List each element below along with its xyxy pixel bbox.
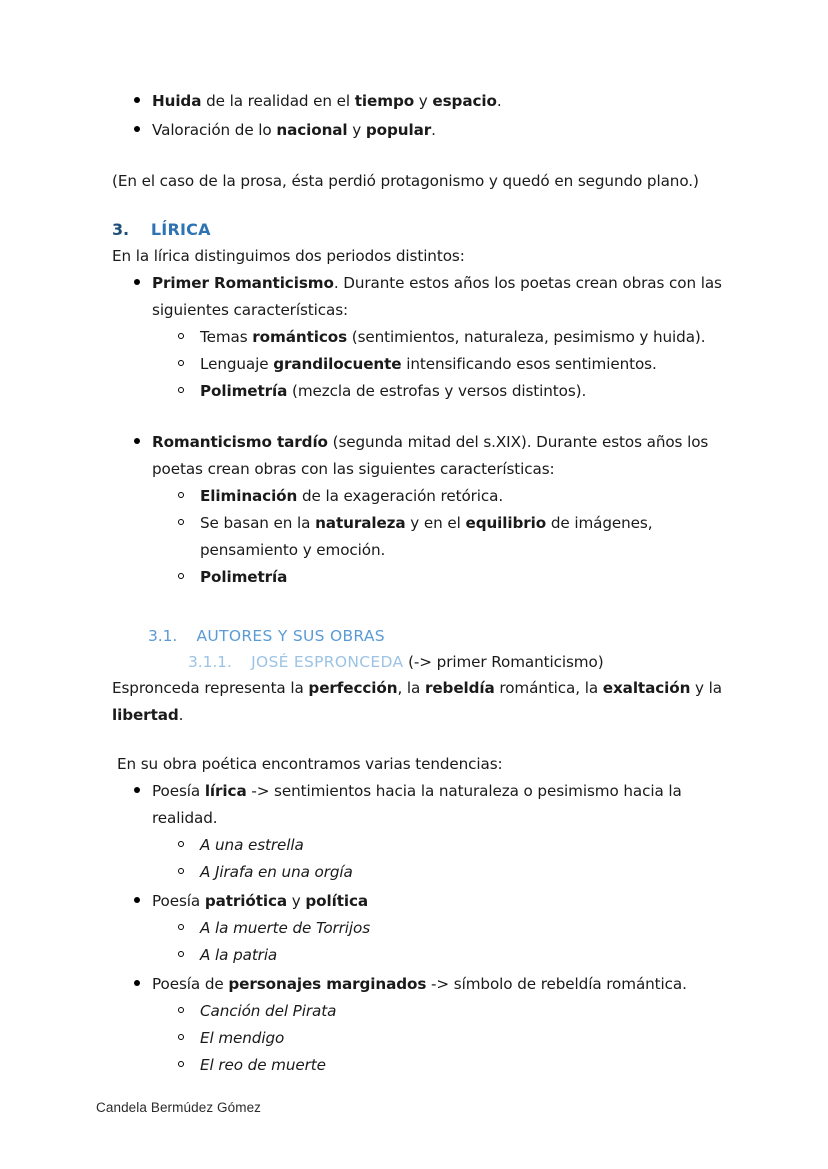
- heading-lirica: [112, 217, 732, 243]
- plain-text: Poesía de: [152, 975, 229, 993]
- list-item-text: [200, 355, 657, 373]
- emphasis-text: equilibrio: [465, 514, 547, 532]
- heading-autores-text: AUTORES Y SUS OBRAS: [196, 627, 385, 645]
- list-item: [152, 351, 732, 378]
- tendencias-list: [112, 778, 732, 1079]
- plain-text: Espronceda representa la: [112, 679, 309, 697]
- romanticismo-tardio-block: [112, 429, 732, 591]
- work-title: El mendigo: [200, 1029, 285, 1047]
- sub-bullet-icon: [178, 324, 184, 351]
- sub-bullet-icon: [178, 998, 184, 1025]
- romanticismo-tardio-sublist: [152, 483, 732, 591]
- sub-bullet-icon: [178, 483, 184, 510]
- plain-text: de imágenes, pensamiento y emoción.: [200, 514, 653, 559]
- plain-text: intensificando esos sentimientos.: [401, 355, 657, 373]
- sub-bullet-icon: [178, 564, 184, 591]
- heading-autores: [112, 623, 732, 649]
- emphasis-text: Polimetría: [200, 382, 288, 400]
- sub-bullet-icon: [178, 942, 184, 969]
- plain-text: Poesía: [152, 892, 205, 910]
- plain-text: y la: [690, 679, 722, 697]
- list-item: [152, 324, 732, 351]
- list-item: [152, 859, 732, 886]
- list-item-text: [152, 782, 682, 827]
- list-item: [112, 971, 732, 1079]
- emphasis-text: tiempo: [354, 92, 415, 110]
- list-item-rest: (segunda mitad del s.XIX). Durante estos años los poetas crean obras con las siguientes características:: [152, 433, 709, 478]
- bullet-icon: [134, 270, 146, 297]
- plain-text: Temas: [200, 328, 253, 346]
- plain-text: Lenguaje: [200, 355, 274, 373]
- emphasis-text: política: [305, 892, 369, 910]
- bullet-icon: [134, 778, 146, 805]
- emphasis-text: Romanticismo tardío: [152, 433, 328, 451]
- list-item-text: [152, 274, 722, 319]
- list-item: [152, 832, 732, 859]
- list-item: [152, 915, 732, 942]
- list-item-text: [152, 92, 502, 110]
- heading-espronceda-suffix-text: (-> primer Romanticismo): [408, 653, 604, 671]
- emphasis-text: personajes marginados: [228, 975, 427, 993]
- plain-text: (mezcla de estrofas y versos distintos).: [287, 382, 587, 400]
- heading-espronceda: [112, 649, 732, 675]
- work-title: A Jirafa en una orgía: [200, 863, 353, 881]
- heading-espronceda-suffix: [403, 653, 603, 671]
- plain-text: y: [287, 892, 306, 910]
- emphasis-text: románticos: [252, 328, 348, 346]
- sub-bullet-icon: [178, 915, 184, 942]
- plain-text: de la exageración retórica.: [297, 487, 504, 505]
- emphasis-text: perfección: [308, 679, 398, 697]
- heading-espronceda-text: JOSÉ ESPRONCEDA: [251, 653, 404, 671]
- obra-poetica-intro: En su obra poética encontramos varias tendencias:: [117, 755, 503, 773]
- list-item: [152, 1025, 732, 1052]
- spacer: [112, 146, 732, 168]
- prose-note: (En el caso de la prosa, ésta perdió protagonismo y quedó en segundo plano.): [112, 172, 699, 190]
- list-item-text: [152, 433, 708, 478]
- work-title: A la patria: [200, 946, 278, 964]
- list-item: [112, 888, 732, 969]
- spacer: [112, 593, 732, 623]
- emphasis-text: patriótica: [204, 892, 288, 910]
- bullet-icon: [134, 429, 146, 456]
- list-item: [152, 378, 732, 405]
- sub-bullet-icon: [178, 1052, 184, 1079]
- works-list: [152, 998, 732, 1079]
- emphasis-text: popular: [365, 121, 432, 139]
- plain-text: .: [496, 92, 502, 110]
- list-item: [152, 483, 732, 510]
- list-item-text: [152, 121, 436, 139]
- list-item: [112, 778, 732, 886]
- emphasis-text: naturaleza: [315, 514, 406, 532]
- plain-text: y: [414, 92, 433, 110]
- emphasis-text: Eliminación: [200, 487, 298, 505]
- sub-bullet-icon: [178, 510, 184, 537]
- list-item-text: [200, 328, 705, 346]
- plain-text: (sentimientos, naturaleza, pesimismo y huida).: [347, 328, 706, 346]
- works-list: [152, 832, 732, 886]
- list-item-text: [152, 975, 687, 993]
- plain-text: , la: [397, 679, 425, 697]
- work-title: A la muerte de Torrijos: [200, 919, 371, 937]
- bullet-icon: [134, 971, 146, 998]
- plain-text: Valoración de lo: [152, 121, 277, 139]
- emphasis-text: nacional: [276, 121, 348, 139]
- list-item-text: [200, 382, 586, 400]
- plain-text: -> símbolo de rebeldía romántica.: [426, 975, 687, 993]
- bullet-icon: [134, 88, 146, 115]
- list-item: [112, 117, 732, 144]
- list-item-text: [200, 568, 287, 586]
- sub-bullet-icon: [178, 832, 184, 859]
- sub-bullet-icon: [178, 859, 184, 886]
- emphasis-text: rebeldía: [424, 679, 495, 697]
- spacer: [112, 195, 732, 217]
- list-item: [112, 88, 732, 115]
- bullet-icon: [134, 117, 146, 144]
- intro-bullet-list: [112, 88, 732, 144]
- list-item-text: [200, 514, 652, 559]
- list-item: [152, 1052, 732, 1079]
- list-item-text: [152, 892, 368, 910]
- plain-text: romántica, la: [494, 679, 603, 697]
- list-item: [152, 510, 732, 564]
- plain-text: Se basan en la: [200, 514, 316, 532]
- emphasis-text: grandilocuente: [273, 355, 402, 373]
- heading-lirica-text: LÍRICA: [150, 220, 211, 239]
- work-title: El reo de muerte: [200, 1056, 326, 1074]
- heading-lirica-number: 3.: [112, 220, 130, 239]
- plain-text: Poesía: [152, 782, 205, 800]
- plain-text: y: [347, 121, 366, 139]
- espronceda-summary: [112, 675, 732, 729]
- list-item: [112, 270, 732, 405]
- work-title: A una estrella: [200, 836, 304, 854]
- list-item: [152, 564, 732, 591]
- sub-bullet-icon: [178, 1025, 184, 1052]
- emphasis-text: Polimetría: [200, 568, 288, 586]
- emphasis-text: libertad: [112, 706, 179, 724]
- emphasis-text: espacio: [432, 92, 497, 110]
- primer-romanticismo-sublist: [152, 324, 732, 405]
- plain-text: de la realidad en el: [201, 92, 355, 110]
- list-item-text: [200, 487, 503, 505]
- works-list: [152, 915, 732, 969]
- sub-bullet-icon: [178, 351, 184, 378]
- plain-text: .: [178, 706, 184, 724]
- plain-text: .: [431, 121, 436, 139]
- plain-text: y en el: [405, 514, 466, 532]
- heading-espronceda-number: 3.1.1.: [188, 653, 232, 671]
- heading-autores-number: 3.1.: [148, 627, 178, 645]
- sub-bullet-icon: [178, 378, 184, 405]
- document-content: [112, 88, 732, 1081]
- emphasis-text: Primer Romanticismo: [152, 274, 334, 292]
- plain-text: -> sentimientos hacia la naturaleza o pesimismo hacia la realidad.: [152, 782, 682, 827]
- emphasis-text: Huida: [152, 92, 202, 110]
- list-item-rest: . Durante estos años los poetas crean obras con las siguientes características:: [152, 274, 722, 319]
- list-item: [112, 429, 732, 591]
- emphasis-text: lírica: [204, 782, 247, 800]
- bullet-icon: [134, 888, 146, 915]
- spacer: [112, 729, 732, 751]
- lirica-intro: En la lírica distinguimos dos periodos distintos:: [112, 247, 465, 265]
- list-item: [152, 942, 732, 969]
- footer-author: Candela Bermúdez Gómez: [96, 1100, 262, 1115]
- work-title: Canción del Pirata: [200, 1002, 337, 1020]
- spacer: [112, 407, 732, 429]
- primer-romanticismo-block: [112, 270, 732, 405]
- emphasis-text: exaltación: [602, 679, 691, 697]
- list-item: [152, 998, 732, 1025]
